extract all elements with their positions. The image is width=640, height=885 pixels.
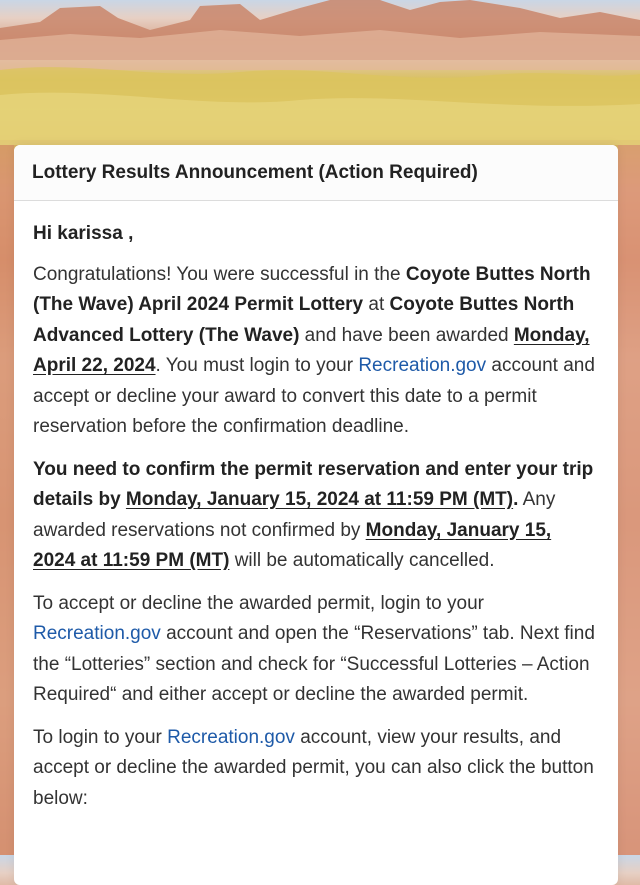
- instructions-paragraph: [33, 589, 596, 711]
- deadline-text: You need to confirm the permit reservation and enter your trip details by: [33, 458, 594, 510]
- lottery-location: Coyote Buttes North Advanced Lottery (The Wave): [33, 294, 575, 346]
- instructions-text: To accept or decline the awarded permit, login to your: [33, 592, 484, 614]
- award-text: at: [363, 294, 390, 315]
- award-text: account and accept or decline your award to convert this date to a permit reservation before the confirmation deadline.: [33, 355, 595, 437]
- recreation-gov-link[interactable]: Recreation.gov: [167, 726, 295, 748]
- deadline-paragraph: [33, 455, 596, 577]
- deadline-text: will be automatically cancelled.: [229, 550, 495, 571]
- award-paragraph: [33, 260, 596, 443]
- lottery-name: Coyote Buttes North (The Wave) April 2024 Permit Lottery: [33, 263, 591, 315]
- recreation-gov-link[interactable]: Recreation.gov: [358, 355, 487, 376]
- awarded-date: Monday, April 22, 2024: [33, 324, 590, 376]
- email-subject: Lottery Results Announcement (Action Required): [14, 145, 618, 201]
- instructions-text: account and open the “Reservations” tab. Next find the “Lotteries” section and check for “Successful Lotteries – Action Required“ and either accept or decline the awarded permit.: [33, 623, 595, 705]
- email-body: [14, 201, 618, 814]
- email-card: [14, 145, 618, 885]
- recreation-gov-link[interactable]: Recreation.gov: [33, 623, 161, 644]
- award-text: . You must login to your: [155, 355, 359, 376]
- login-text: account, view your results, and accept or decline the awarded permit, you can also click the button below:: [33, 726, 594, 809]
- login-paragraph: [33, 723, 596, 815]
- confirm-deadline: Monday, January 15, 2024 at 11:59 PM (MT): [125, 489, 514, 510]
- deadline-text: .: [513, 489, 519, 510]
- award-text: Congratulations! You were successful in the: [33, 263, 406, 285]
- award-text: and have been awarded: [299, 324, 514, 346]
- cancel-deadline: Monday, January 15, 2024 at 11:59 PM (MT): [33, 519, 552, 571]
- deadline-text: Any awarded reservations not confirmed by: [33, 489, 556, 541]
- login-text: To login to your: [33, 726, 168, 748]
- greeting: Hi karissa ,: [33, 223, 134, 244]
